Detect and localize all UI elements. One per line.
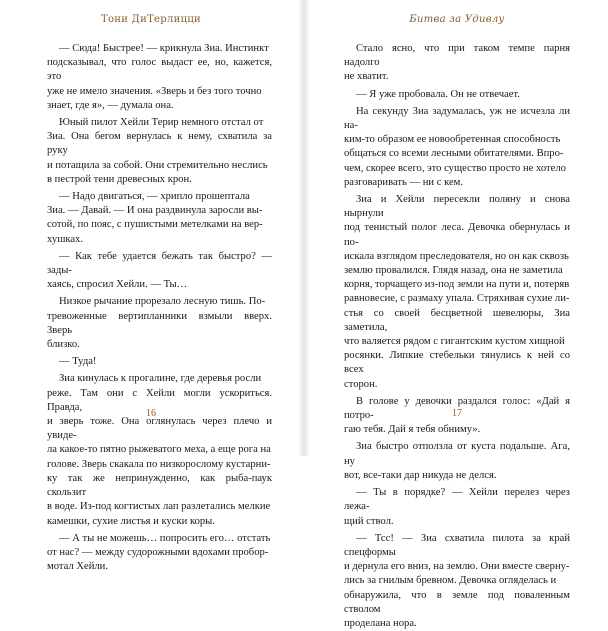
- paragraph: Низкое рычание прорезало лесную тишь. По- тревоженные вертипланники взмыли вверх. Зверь близко.: [47, 296, 272, 351]
- paragraph: — Сюда! Быстрее! — крикнула Зиа. Инстинкт подсказывал, что голос выдаст ее, но, кажется, это уже не имело значения. «Зверь и без того точно знает, где я», — думала она.: [47, 43, 272, 111]
- page-number: 17: [452, 408, 462, 419]
- paragraph: — Ты в порядке? — Хейли перелез через лежа- щий ствол.: [344, 487, 570, 527]
- paragraph: Зиа и Хейли пересекли поляну и снова нырнули под тенистый полог леса. Девочка обернулась и по- искала взглядом преследователя, но он как сквозь землю провалился. Глядя назад, она не заметила корня, торчащего из-под земли на пути и, потеряв равновесие, с размаху упала. Стряхивая сухие ли- стья со своей бесцветной шевелюры, Зиа заметила, что валяется рядом с гигантским кустом хищной росянки. Липкие стебельки тянулись к ней со всех сторон.: [344, 194, 570, 390]
- paragraph: Юный пилот Хейли Терир немного отстал от Зиа. Она бегом вернулась к нему, схватила за руку и потащила за собой. Они стремительно неслись в пестрой тени древесных крон.: [47, 117, 272, 185]
- right-page: [306, 0, 608, 629]
- paragraph: — Я уже пробовала. Он не отвечает.: [356, 88, 520, 100]
- right-page-body: [344, 42, 570, 631]
- left-page-body: [47, 42, 272, 574]
- paragraph: — А ты не можешь… попросить его… отстать от нас? — между судорожными вдохами пробор- мотал Хейли.: [47, 532, 271, 573]
- paragraph: — Туда!: [59, 356, 97, 368]
- page-number: 16: [146, 408, 156, 419]
- paragraph: В голове у девочки раздался голос: «Дай я потро- гаю тебя. Дай я тебя обниму».: [344, 395, 570, 436]
- paragraph: Зиа быстро отползла от куста подальше. Ага, ну вот, все-таки дар никуда не делся.: [344, 441, 570, 481]
- paragraph: Зиа кинулась к прогалине, где деревья росли реже. Там они с Хейли могли ускориться. Правда, и зверь тоже. Она оглянулась через плечо и увиде- ла какое-то пятно рыжеватого меха, а еще рога на голове. Зверь скакала по низкорослому кустарни- ку так же непринужденно, как рыба-паук скользит в воде. Из-под когтистых лап разлетались мелкие камешки, сухие листья и куски коры.: [47, 373, 272, 527]
- running-header-author: Тони ДиТерлицци: [100, 14, 202, 25]
- left-page: [0, 0, 302, 573]
- running-header-title: Битва за Удивлу: [409, 14, 505, 25]
- paragraph: На секунду Зиа задумалась, уж не исчезла ли на- ким-то образом ее новообретенная способность общаться со всеми лесными обитателями. Впро- чем, скорее всего, это существо просто не хотело разговаривать — ни с кем.: [344, 105, 570, 188]
- paragraph: — Как тебе удается бежать так быстро? — зады- хаясь, спросил Хейли. — Ты…: [47, 250, 272, 291]
- paragraph: — Надо двигаться, — хрипло прошептала Зиа. — Давай. — И она раздвинула заросли вы- сотой, по пояс, с пушистыми метелками на вер- хушках.: [47, 191, 263, 245]
- paragraph: Стало ясно, что при таком темпе парня надолго не хватит.: [344, 43, 570, 83]
- paragraph: — Тсс! — Зиа схватила пилота за край спецформы и дернула его вниз, на землю. Они вместе сверну- лись за гнилым бревном. Девочка огляделась и обнаружила, что в земле под поваленным стволом проделана нора.: [344, 532, 570, 629]
